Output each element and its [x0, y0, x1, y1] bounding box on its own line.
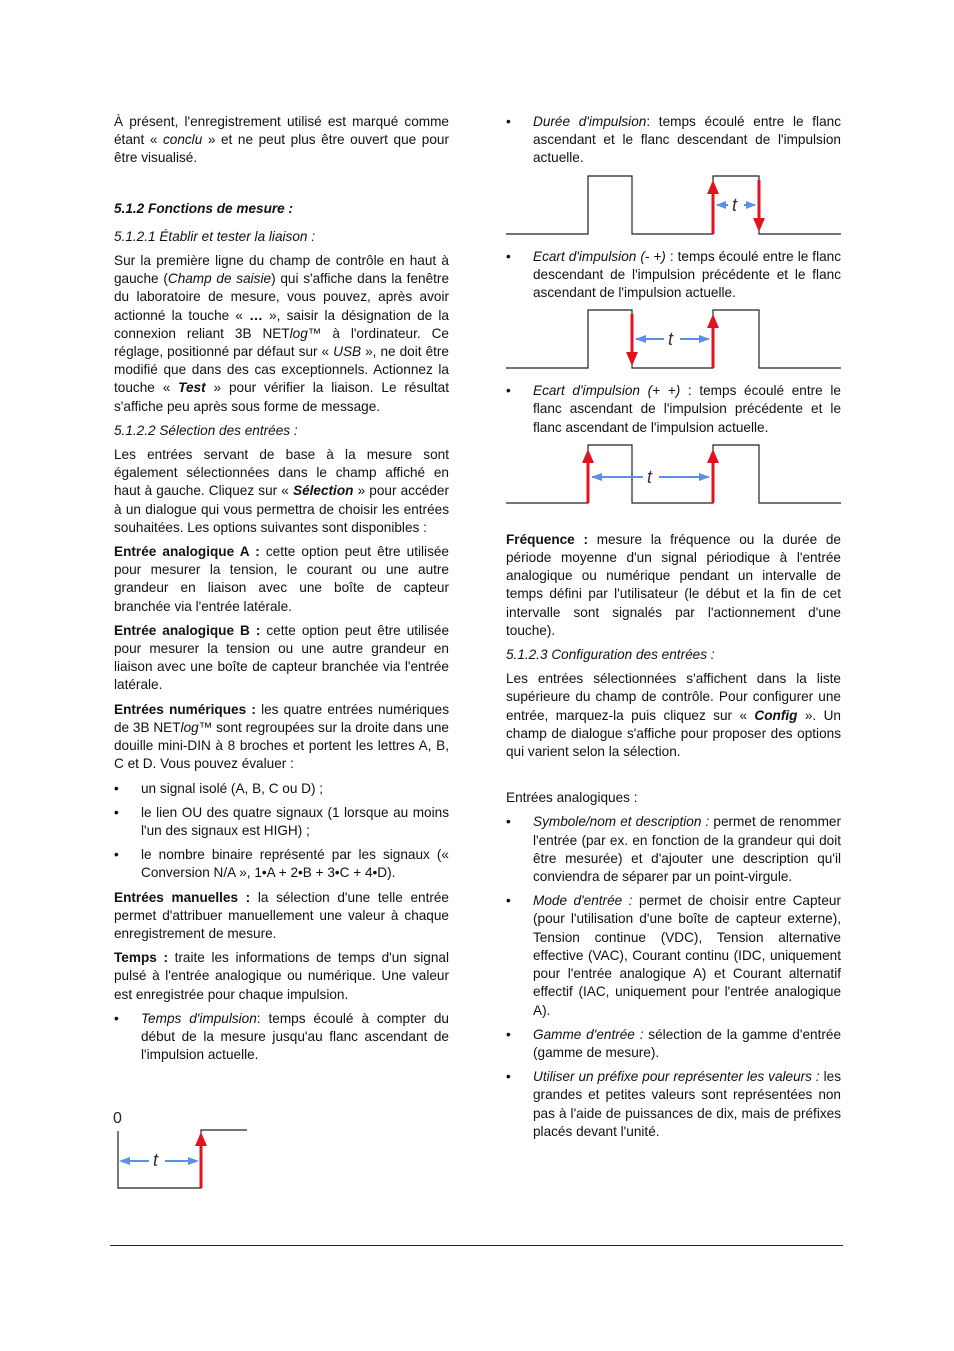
list-item: • le lien OU des quatre signaux (1 lorsque au moins l'un des signaux est HIGH) ; [114, 804, 449, 840]
list-item: • Temps d'impulsion: temps écoulé à compter du début de la mesure jusqu'au flanc ascendant de l'impulsion actuelle. [114, 1010, 449, 1065]
list-item: • Utiliser un préfixe pour représenter les valeurs : les grandes et petites valeurs sont représentées non pas à l'aide de puissances de dix, mais de préfixes placés devant l'unité. [506, 1068, 841, 1141]
list-item: • le nombre binaire représenté par les signaux (« Conversion N/A », 1•A + 2•B + 3•C + 4•D). [114, 846, 449, 882]
falling-edge-arrow-head [626, 352, 638, 366]
rising-edge-arrow-head [195, 1132, 207, 1146]
list-item: • un signal isolé (A, B, C ou D) ; [114, 780, 449, 798]
list-item: • Gamme d'entrée : sélection de la gamme d'entrée (gamme de mesure). [506, 1026, 841, 1062]
list-item: • Durée d'impulsion: temps écoulé entre le flanc ascendant et le flanc descendant de l'impulsion actuelle. [506, 113, 841, 168]
section-heading: 5.1.2 Fonctions de mesure : [114, 200, 294, 216]
falling-edge-arrow-head [753, 218, 765, 232]
pulse-duration-diagram [506, 174, 841, 240]
digital-paragraph: Entrées numériques : les quatre entrées numériques de 3B NETlog™ sont regroupées sur la droite dans une douille mini-DIN à 8 broches et portent les lettres A, B, C et D. Vous pouvez évaluer : [114, 701, 450, 772]
analog-options-list [506, 813, 841, 1140]
list-item: • Mode d'entrée : permet de choisir entre Capteur (pour l'utilisation d'une boîte de capteur externe), Tension continue (VDC), Tension alternative effective (VAC), Courant continu (IDC, uniquement pour l'entrée analogique A) et Courant alternatif effectif (IAC, uniquement pour l'entrée analogique A). [506, 892, 841, 1019]
time-arrow-head-right [188, 1157, 199, 1165]
time-label: t [153, 1150, 159, 1170]
analog-inputs-heading: Entrées analogiques : [506, 790, 638, 806]
time-label: t [668, 329, 674, 350]
pulse-gap-minus-plus-list [506, 248, 841, 303]
time-arrow-head-left [716, 201, 726, 209]
frequency-paragraph: Fréquence : mesure la fréquence ou la durée de période moyenne d'un signal périodique à l'entrée analogique ou numérique pendant un intervalle de temps défini par l'utilisateur (le début et la fin de cet intervalle sont signalés par l'actionnement d'une touche). [506, 531, 841, 638]
footer-rule [110, 1245, 843, 1246]
pulse-signal-line [506, 445, 841, 503]
time-arrow-head-right [699, 335, 710, 343]
list-item: • Symbole/nom et description : permet de renommer l'entrée (par ex. en fonction de la grandeur qui doit être mesurée) et d'ajouter une description qu'il conviendra de séparer par un point-virgule. [506, 813, 841, 886]
liaison-paragraph: Sur la première ligne du champ de contrôle en haut à gauche (Champ de saisie) qui s'affiche dans la fenêtre du laboratoire de mesure, vous pouvez, après avoir actionné la touche « … », saisir la désignation de la connexion reliant 3B NETlog™ à l'ordinateur. Ce réglage, positionné par défaut sur « USB », ne doit être modifié que dans des cas exceptionnels. Actionnez la touche « Test » pour vérifier la liaison. Le résultat s'affiche peu après sous forme de message. [114, 253, 450, 414]
manual-paragraph: Entrées manuelles : la sélection d'une telle entrée permet d'attribuer manuellement une valeur à chaque enregistrement de mesure. [114, 889, 449, 941]
origin-label: 0 [113, 1110, 122, 1127]
pulse-signal-line [118, 1130, 247, 1188]
analog-b-paragraph: Entrée analogique B : cette option peut être utilisée pour mesurer la tension ou une autre grandeur en liaison avec une boîte de capteur branchée via l'entrée latérale. [114, 622, 450, 693]
time-arrow-head-left [591, 473, 602, 481]
pulse-duration-list [506, 113, 841, 168]
pulse-gap-plus-plus-diagram [506, 443, 841, 509]
subsection-heading-config: 5.1.2.3 Configuration des entrées : [506, 647, 715, 663]
time-options-list [114, 1010, 449, 1065]
right-column [506, 113, 841, 1147]
intro-paragraph: À présent, l'enregistrement utilisé est marqué comme étant « conclu » et ne peut plus être ouvert que pour être visualisé. [114, 114, 449, 166]
list-item: • Ecart d'impulsion (+ +) : temps écoulé entre le flanc ascendant de l'impulsion précédente et le flanc ascendant de l'impulsion actuelle. [506, 382, 841, 437]
rising-edge-arrow-head [707, 180, 719, 194]
analog-a-paragraph: Entrée analogique A : cette option peut être utilisée pour mesurer la tension, le courant ou une autre grandeur en liaison avec une boîte de capteur branchée via l'entrée latérale. [114, 544, 449, 614]
pulse-time-diagram [113, 1106, 253, 1196]
pulse-gap-plus-plus-list [506, 382, 841, 437]
pulse-gap-minus-plus-diagram [506, 308, 841, 374]
time-paragraph: Temps : traite les informations de temps d'un signal pulsé à l'entrée analogique ou numérique. Une valeur est enregistrée pour chaque impulsion. [114, 950, 449, 1002]
time-arrow-head-left [635, 335, 646, 343]
config-paragraph: Les entrées sélectionnées s'affichent dans la liste supérieure du champ de contrôle. Pour configurer une entrée, marquez-la puis cliquez sur « Config ». Un champ de dialogue s'affiche pour proposer des options qui varient selon la sélection. [506, 671, 841, 760]
rising-edge-arrow-head [582, 449, 594, 463]
list-item: • Ecart d'impulsion (- +) : temps écoulé entre le flanc descendant de l'impulsion précédente et le flanc ascendant de l'impulsion actuelle. [506, 248, 841, 303]
subsection-heading-liaison: 5.1.2.1 Établir et tester la liaison : [114, 228, 315, 244]
rising-edge-arrow-head [707, 449, 719, 463]
rising-edge-arrow-head [707, 314, 719, 328]
left-column [114, 113, 449, 1070]
subsection-heading-selection: 5.1.2.2 Sélection des entrées : [114, 422, 298, 438]
time-arrow-head-left [119, 1157, 130, 1165]
time-arrow-head-right [699, 473, 710, 481]
pulse-signal-line [506, 176, 841, 234]
time-label: t [647, 466, 653, 487]
digital-options-list [114, 780, 449, 883]
time-arrow-head-right [746, 201, 756, 209]
selection-paragraph: Les entrées servant de base à la mesure sont également sélectionnées dans le champ affiché en haut à gauche. Cliquez sur « Sélection » pour accéder à un dialogue qui vous permettra de choisir les entrées souhaitées. Les options suivantes sont disponibles : [114, 447, 449, 535]
pulse-time-figure [113, 1106, 253, 1201]
time-label: t [732, 194, 738, 215]
